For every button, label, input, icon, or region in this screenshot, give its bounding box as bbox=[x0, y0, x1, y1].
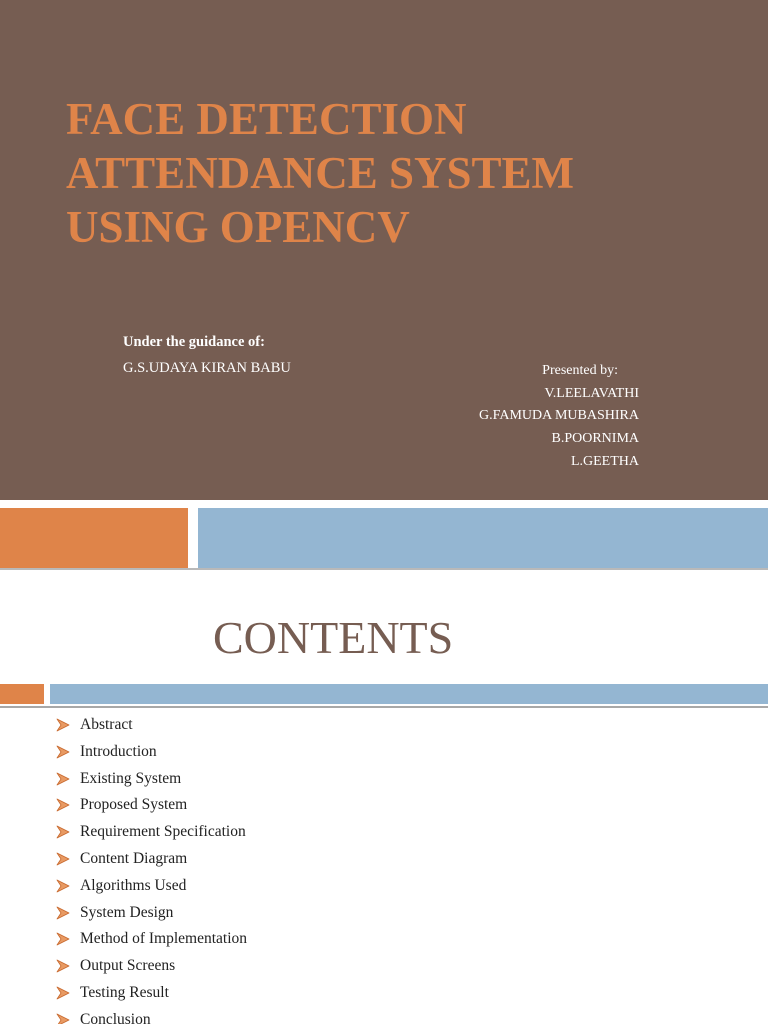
list-item-label: Algorithms Used bbox=[80, 876, 187, 894]
arrowhead-bullet-icon bbox=[56, 714, 80, 732]
list-item bbox=[56, 794, 247, 821]
arrowhead-bullet-icon bbox=[56, 1009, 80, 1024]
presenters-block bbox=[479, 360, 639, 474]
arrowhead-bullet-icon bbox=[56, 768, 80, 786]
arrowhead-bullet-icon bbox=[56, 794, 80, 812]
list-item bbox=[56, 955, 247, 982]
list-item bbox=[56, 875, 247, 902]
list-item-label: Output Screens bbox=[80, 957, 176, 975]
guide-name: G.S.UDAYA KIRAN BABU bbox=[123, 360, 291, 376]
list-item bbox=[56, 821, 247, 848]
arrowhead-bullet-icon bbox=[56, 848, 80, 866]
contents-heading: CONTENTS bbox=[213, 612, 454, 663]
list-item bbox=[56, 714, 247, 741]
divider-line bbox=[0, 568, 768, 570]
title-line: USING OPENCV bbox=[66, 202, 410, 252]
list-item bbox=[56, 982, 247, 1009]
presenter-name: V.LEELAVATHI bbox=[544, 385, 639, 401]
list-item bbox=[56, 768, 247, 795]
presented-by-label: Presented by: bbox=[542, 363, 618, 378]
arrowhead-bullet-icon bbox=[56, 902, 80, 920]
presenter-name: L.GEETHA bbox=[570, 453, 639, 469]
title-line: ATTENDANCE SYSTEM bbox=[66, 148, 575, 198]
list-item bbox=[56, 902, 247, 929]
title-slide bbox=[0, 0, 768, 500]
presenter-name: B.POORNIMA bbox=[551, 431, 639, 447]
list-item bbox=[56, 928, 247, 955]
list-item-label: Testing Result bbox=[80, 983, 169, 1001]
decor-orange-strip bbox=[0, 684, 44, 704]
decor-blue-block bbox=[198, 508, 768, 568]
list-item bbox=[56, 1009, 247, 1024]
arrowhead-bullet-icon bbox=[56, 928, 80, 946]
list-item-label: Existing System bbox=[80, 769, 182, 787]
decor-blue-strip bbox=[50, 684, 768, 704]
arrowhead-bullet-icon bbox=[56, 821, 80, 839]
list-item bbox=[56, 848, 247, 875]
arrowhead-bullet-icon bbox=[56, 741, 80, 759]
divider-line bbox=[0, 706, 768, 708]
list-item-label: Content Diagram bbox=[80, 849, 188, 867]
decor-orange-block bbox=[0, 508, 188, 568]
presenter-name: G.FAMUDA MUBASHIRA bbox=[479, 408, 639, 424]
arrowhead-bullet-icon bbox=[56, 875, 80, 893]
contents-list bbox=[56, 714, 247, 1024]
list-item-label: Abstract bbox=[80, 716, 133, 733]
guidance-heading: Under the guidance of: bbox=[123, 334, 265, 350]
list-item-label: Proposed System bbox=[80, 796, 188, 814]
arrowhead-bullet-icon bbox=[56, 982, 80, 1000]
title-line: FACE DETECTION bbox=[66, 94, 467, 144]
list-item-label: Conclusion bbox=[80, 1010, 151, 1024]
list-item-label: Introduction bbox=[80, 742, 157, 760]
arrowhead-bullet-icon bbox=[56, 955, 80, 973]
presentation-title bbox=[66, 92, 706, 254]
list-item bbox=[56, 741, 247, 768]
list-item-label: Method of Implementation bbox=[80, 930, 248, 948]
list-item-label: System Design bbox=[80, 903, 174, 921]
list-item-label: Requirement Specification bbox=[80, 823, 246, 841]
